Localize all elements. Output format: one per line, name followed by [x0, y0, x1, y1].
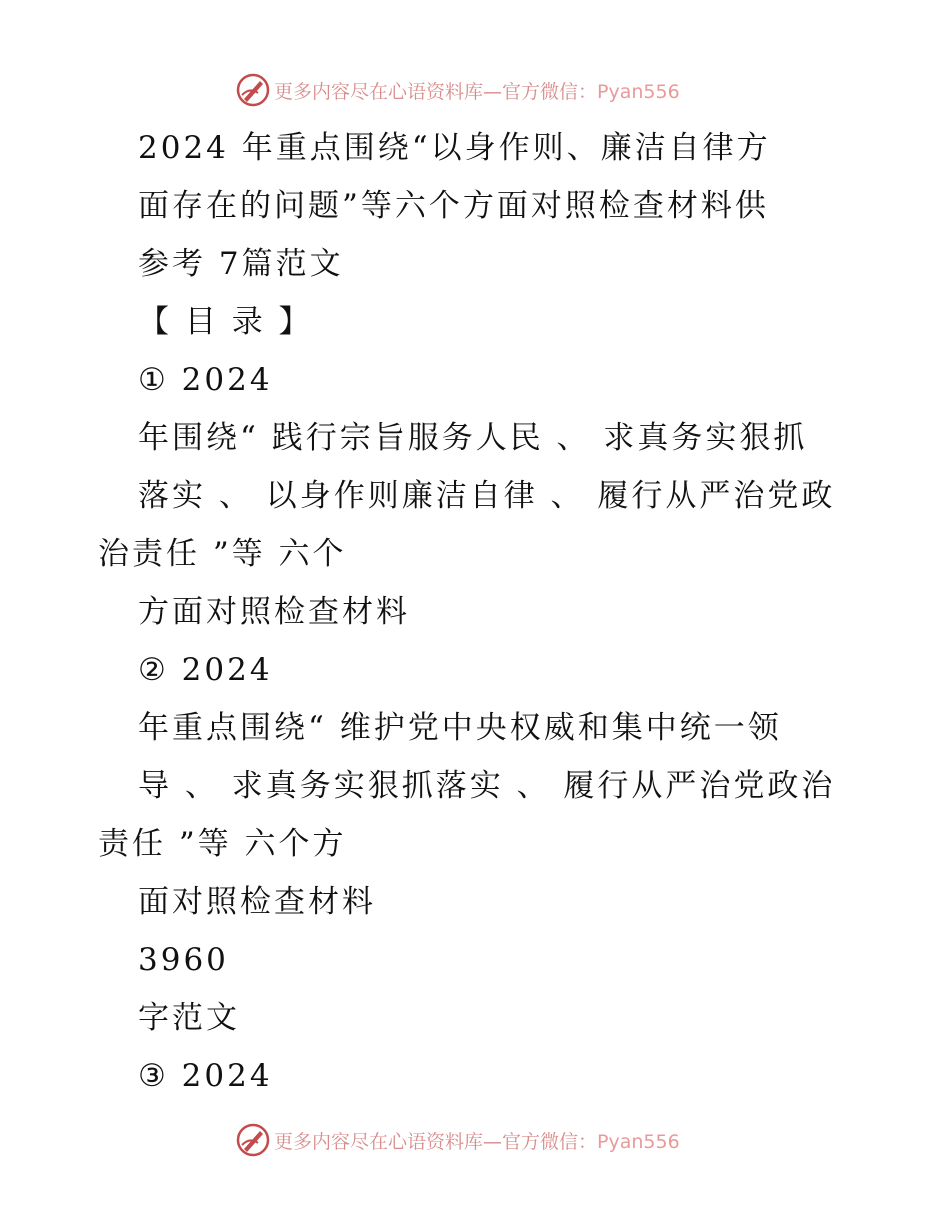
- header-banner: [236, 72, 680, 108]
- toc-line: 年围绕“ 践行宗旨服务人民 、 求真务实狠抓: [138, 420, 808, 456]
- toc-line: ② 2024: [138, 652, 273, 688]
- banner-text: 更多内容尽在心语资料库—官方微信：Pyan556: [274, 1130, 680, 1153]
- title-line-2: 面存在的问题”等六个方面对照检查材料供: [138, 188, 769, 224]
- brush-logo-icon: [236, 1123, 270, 1157]
- toc-line: 导 、 求真务实狠抓落实 、 履行从严治党政治: [138, 768, 836, 804]
- toc-line: 治责任 ”等 六个: [98, 536, 347, 572]
- banner-text: 更多内容尽在心语资料库—官方微信：Pyan556: [274, 80, 680, 103]
- toc-line: 方面对照检查材料: [138, 594, 410, 630]
- toc-line: 年重点围绕“ 维护党中央权威和集中统一领: [138, 710, 782, 746]
- brush-logo-icon: [236, 73, 270, 107]
- toc-line: 3960: [138, 942, 229, 978]
- toc-line: 字范文: [138, 1000, 240, 1036]
- title-line-1: 2024 年重点围绕“以身作则、廉洁自律方: [138, 130, 771, 166]
- toc-line: 落实 、 以身作则廉洁自律 、 履行从严治党政: [138, 478, 836, 514]
- toc-line: 面对照检查材料: [138, 884, 376, 920]
- title-line-3: 参考 7篇范文: [138, 246, 344, 282]
- toc-line: ③ 2024: [138, 1058, 273, 1094]
- footer-banner: [236, 1122, 680, 1158]
- toc-heading: 【 目 录 】: [138, 304, 313, 340]
- toc-line: 责任 ”等 六个方: [98, 826, 347, 862]
- toc-line: ① 2024: [138, 362, 273, 398]
